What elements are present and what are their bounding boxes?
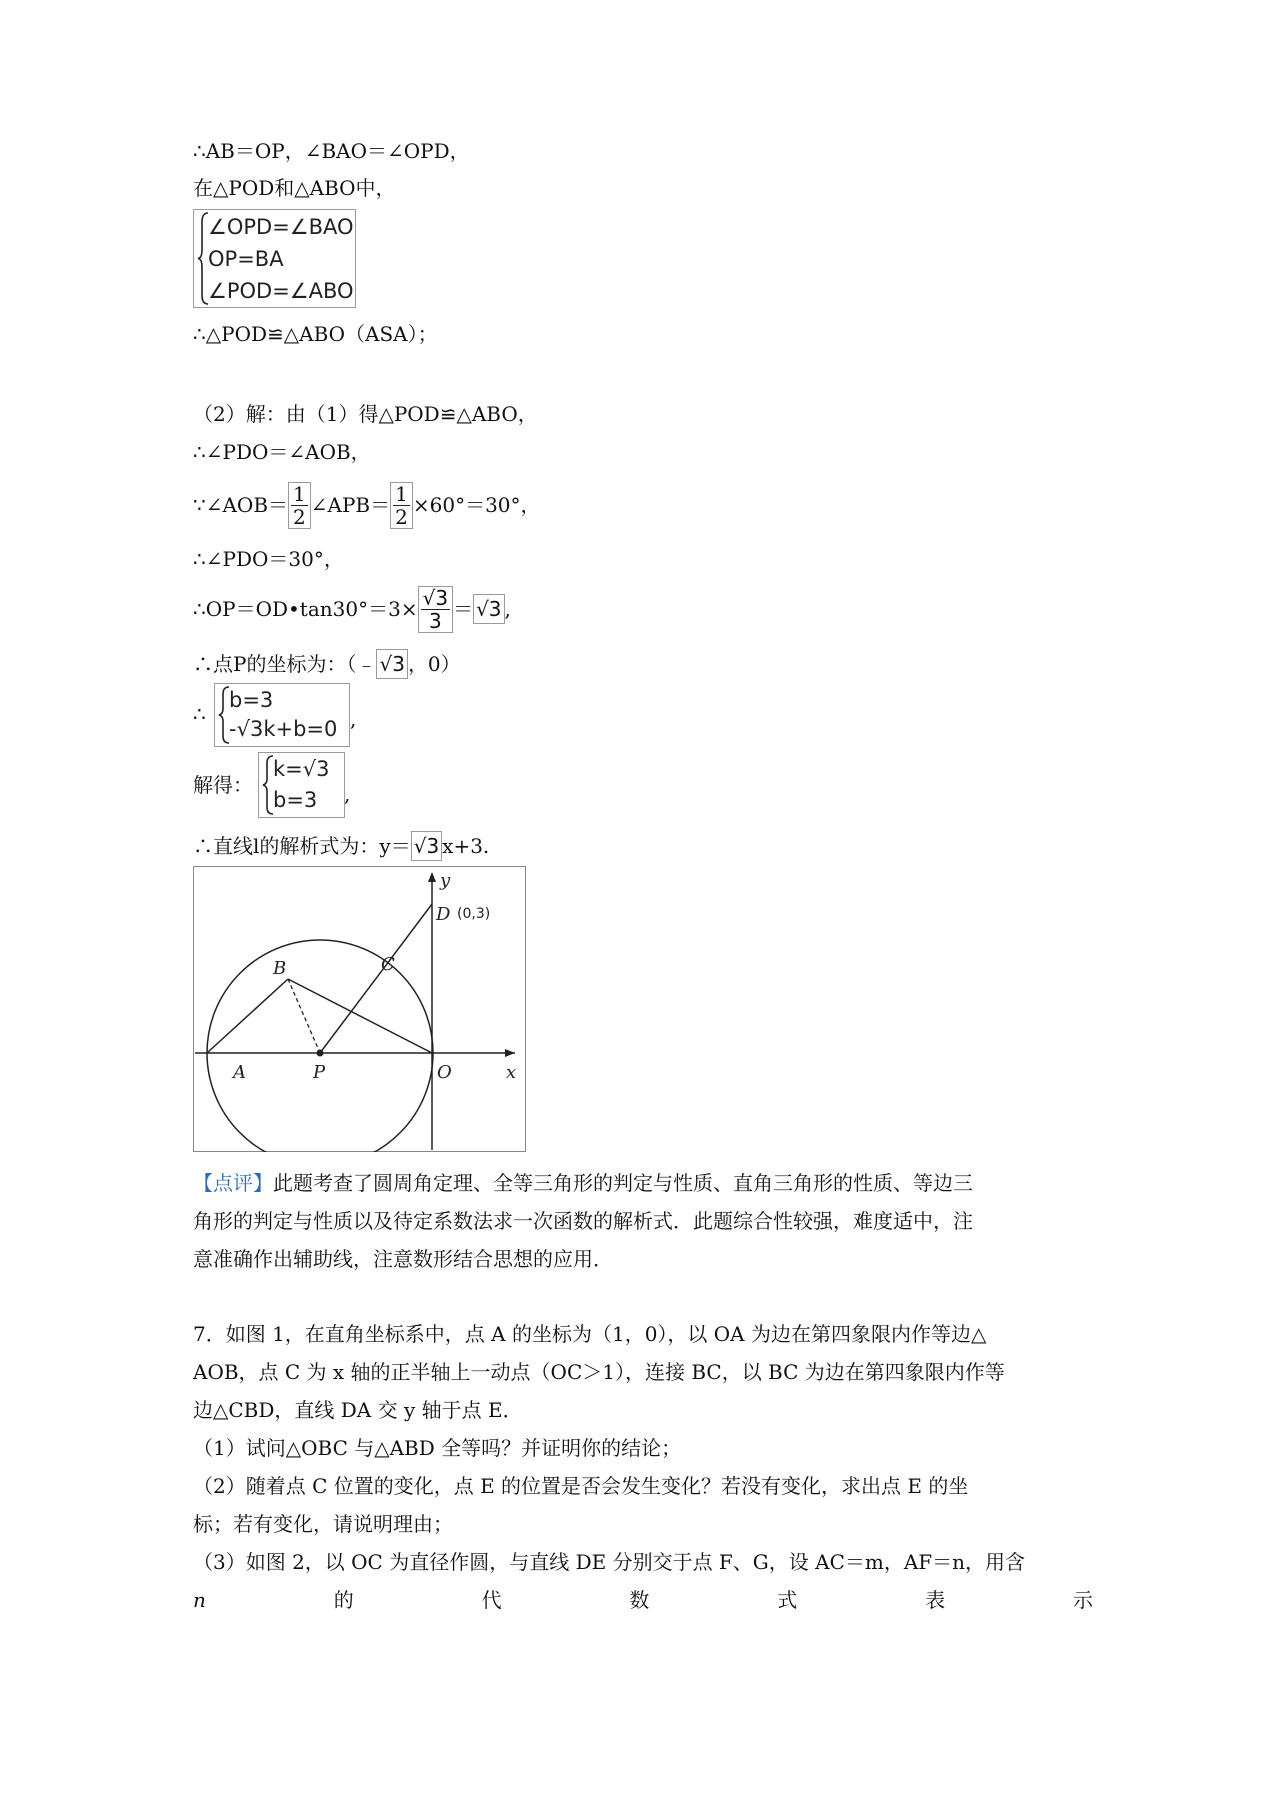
q3-word: 的 [333, 1588, 354, 1612]
op-eq: ＝ [453, 597, 474, 621]
q3-word: n [193, 1588, 206, 1612]
system2-comma: , [344, 782, 351, 806]
solve-label: 解得： [193, 773, 253, 797]
op-result: √3 [473, 594, 504, 624]
q3-word: 式 [777, 1588, 798, 1612]
frac-num: √3 [422, 585, 449, 610]
label-p: P [313, 1062, 326, 1083]
solution-op-line [193, 580, 511, 638]
point-p-prefix: ∴点P的坐标为：（﹣ [193, 652, 377, 676]
geometry-figure [193, 866, 526, 1152]
q3-word: 数 [629, 1588, 650, 1612]
system-row-2: OP=BA [208, 247, 284, 271]
frac-den: 2 [395, 504, 408, 529]
linear-system-1 [214, 683, 350, 747]
solution-line-equation [193, 831, 489, 861]
frac-num: 1 [293, 481, 306, 506]
label-c: C [381, 954, 395, 975]
congruence-system [193, 209, 356, 308]
comment-line-3: 意准确作出辅助线，注意数形结合思想的应用． [193, 1247, 613, 1271]
q3-word: 表 [925, 1588, 946, 1612]
comment-line-2: 角形的判定与性质以及待定系数法求一次函数的解析式．此题综合性较强，难度适中，注 [193, 1209, 973, 1233]
line-eq-sqrt: √3 [411, 831, 442, 861]
problem7-question-2-line-1: （2）随着点 C 位置的变化，点 E 的位置是否会发生变化？若没有变化，求出点 E 的坐 [193, 1474, 969, 1498]
fraction-half-2 [390, 482, 413, 529]
because-prefix: ∵∠AOB＝ [193, 493, 289, 517]
q3-word: 示 [1072, 1588, 1093, 1612]
solution-intro: （2）解：由（1）得△POD≌△ABO， [193, 402, 538, 426]
proof-line-1: ∴AB＝OP，∠BAO＝∠OPD， [193, 139, 470, 163]
comment-line-1 [193, 1169, 973, 1197]
problem7-question-2-line-2: 标；若有变化，请说明理由； [193, 1512, 453, 1536]
label-o: O [437, 1062, 452, 1083]
problem7-line-2: AOB，点 C 为 x 轴的正半轴上一动点（OC＞1），连接 BC，以 BC 为边在第四象限内作等 [193, 1360, 1005, 1384]
problem7-question-3-line-2 [193, 1586, 1093, 1614]
problem7-question-1: （1）试问△OBC 与△ABD 全等吗？并证明你的结论； [193, 1436, 682, 1460]
solution-angle-result: ∴∠PDO＝30°， [193, 547, 344, 571]
proof-conclusion: ∴△POD≌△ABO（ASA）； [193, 322, 438, 346]
frac-den: 3 [428, 608, 442, 633]
comment-text-1: 此题考查了圆周角定理、全等三角形的判定与性质、直角三角形的性质、等边三 [273, 1171, 973, 1195]
line-eq-suffix: x+3. [442, 834, 490, 858]
label-a: A [233, 1062, 246, 1083]
system-row-3: ∠POD=∠ABO [208, 279, 354, 303]
q3-word: 代 [481, 1588, 502, 1612]
label-b: B [273, 958, 287, 979]
comment-tag: 【点评】 [193, 1171, 273, 1195]
because-mid: ∠APB＝ [310, 493, 391, 517]
fraction-half-1 [288, 482, 311, 529]
solution-point-p [193, 649, 461, 679]
solution-angle-equal: ∴∠PDO＝∠AOB， [193, 440, 371, 464]
linear-system-2 [258, 752, 345, 818]
problem7-line-3: 边△CBD，直线 DA 交 y 轴于点 E． [193, 1398, 523, 1422]
system1-row-2: -√3k+b=0 [229, 717, 338, 741]
frac-den: 2 [293, 504, 306, 529]
proof-line-2: 在△POD和△ABO中， [193, 176, 396, 200]
system1-row-1: b=3 [229, 688, 274, 712]
label-d-coord: (0,3) [457, 906, 491, 922]
op-prefix: ∴OP＝OD•tan30°＝3× [193, 597, 418, 621]
point-p-sqrt: √3 [376, 649, 407, 679]
problem7-question-3-line-1: （3）如图 2，以 OC 为直径作圆，与直线 DE 分别交于点 F、G，设 AC＝m，AF＝n，用含 [193, 1550, 1026, 1574]
label-d: D [436, 904, 451, 925]
label-x: x [506, 1062, 517, 1083]
point-p-dot [317, 1050, 324, 1057]
op-comma: , [504, 597, 511, 621]
system-row-1: ∠OPD=∠BAO [208, 215, 354, 239]
label-y: y [440, 870, 451, 891]
system1-comma: , [350, 707, 357, 731]
line-eq-prefix: ∴直线l的解析式为：y＝ [193, 834, 411, 858]
system2-row-1: k=√3 [273, 757, 330, 781]
problem7-line-1: 7．如图 1，在直角坐标系中，点 A 的坐标为（1，0），以 OA 为边在第四象限内作等边△ [193, 1322, 987, 1346]
therefore-symbol: ∴ [193, 702, 206, 726]
system2-row-2: b=3 [273, 788, 318, 812]
frac-num: 1 [395, 481, 408, 506]
point-p-suffix: ，0） [407, 652, 461, 676]
solution-because-line [193, 477, 541, 533]
fraction-root3-over-3 [418, 586, 453, 633]
because-suffix: ×60°＝30°， [412, 493, 541, 517]
